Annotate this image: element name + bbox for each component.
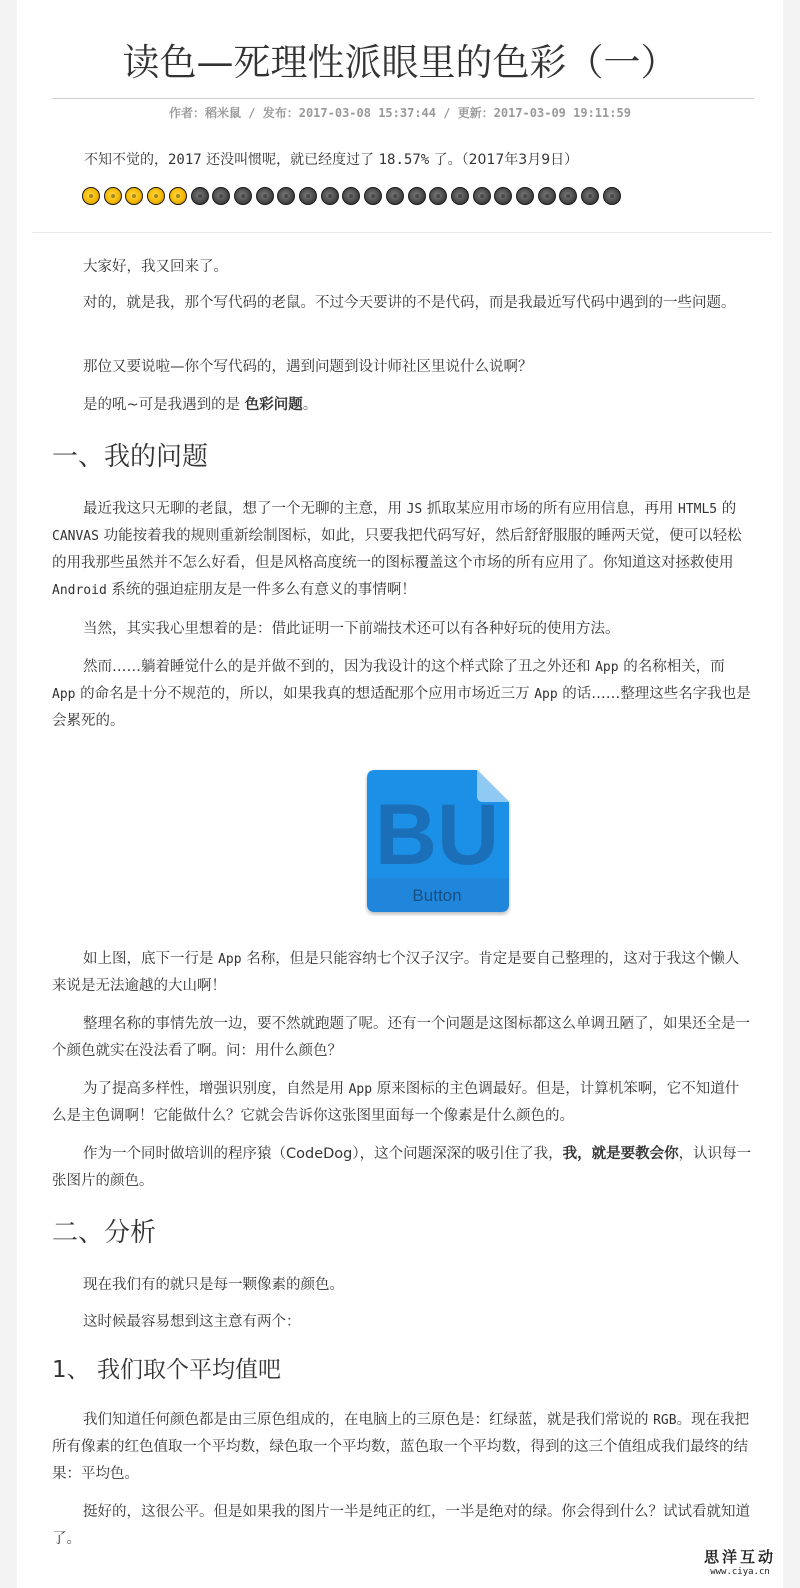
progress-dot-empty: [321, 187, 339, 205]
progress-suffix: 了。（2017年3月9日）: [429, 152, 579, 168]
code-text: Android: [52, 583, 107, 598]
bold-text: 色彩问题: [244, 397, 303, 413]
text-span: 如上图，底下一行是: [83, 951, 219, 967]
paragraph: [52, 496, 752, 604]
file-icon: [365, 768, 511, 916]
code-text: RGB: [653, 1413, 677, 1428]
progress-middle: 还没叫惯呢，就已经度过了: [201, 152, 379, 168]
text-span: 的名称相关，而: [618, 659, 725, 675]
text-span: 功能按着我的规则重新绘制图标，如此，只要我把代码写好，然后舒舒服服的睡两天觉，便可以轻松的用我那些虽然并不怎么好看，但是风格高度统一的图标覆盖这个市场的所有应用了。你知道这对拯救使用: [52, 528, 742, 571]
text-span: 系统的强迫症朋友是一件多么有意义的事情啊！: [106, 582, 416, 598]
progress-year: 2017: [168, 152, 202, 168]
paragraph: [52, 654, 752, 735]
progress-dot-empty: [191, 187, 209, 205]
progress-dot-empty: [581, 187, 599, 205]
paragraph: [52, 1407, 752, 1488]
progress-dot-empty: [451, 187, 469, 205]
code-text: App: [52, 687, 76, 702]
paragraph: 对的，就是我，那个写代码的老鼠。不过今天要讲的不是代码，而是我最近写代码中遇到的一些问题。: [83, 295, 736, 311]
progress-dot-empty: [408, 187, 426, 205]
progress-dot-filled: [125, 187, 143, 205]
text-span: 名称，但是只能容纳七个汉子汉字。肯定是要自己整理的，这对于我这个懒人来说是无法逾越的大山啊！: [52, 951, 740, 994]
paragraph: 这时候最容易想到这主意有两个：: [83, 1314, 301, 1330]
progress-dot-empty: [234, 187, 252, 205]
paragraph: [52, 392, 752, 419]
progress-dot-empty: [516, 187, 534, 205]
progress-dot-empty: [277, 187, 295, 205]
subsection-heading: 1、 我们取个平均值吧: [52, 1357, 281, 1383]
text-span: 然而……躺着睡觉什么的是并做不到的，因为我设计的这个样式除了丑之外还和: [83, 659, 596, 675]
code-text: App: [534, 687, 558, 702]
progress-dot-filled: [169, 187, 187, 205]
text-span: 的命名是十分不规范的，所以，如果我真的想适配那个应用市场近三万: [75, 686, 535, 702]
paragraph: 大家好，我又回来了。: [83, 259, 228, 275]
code-text: CANVAS: [52, 529, 99, 544]
progress-dot-empty: [386, 187, 404, 205]
icon-letters: BU: [374, 787, 500, 883]
progress-dot-empty: [299, 187, 317, 205]
section-heading: 一、我的问题: [52, 442, 209, 472]
progress-dot-filled: [104, 187, 122, 205]
progress-percent: 18.57%: [378, 152, 430, 168]
code-text: App: [595, 660, 619, 675]
text-span: 我们知道任何颜色都是由三原色组成的，在电脑上的三原色是：红绿蓝，就是我们常说的: [83, 1412, 654, 1428]
code-text: App: [218, 952, 242, 967]
code-text: App: [348, 1082, 373, 1097]
progress-dot-empty: [256, 187, 274, 205]
watermark-url: www.ciya.cn: [710, 1567, 770, 1577]
progress-prefix: 不知不觉的，: [84, 152, 168, 168]
article-page: [17, 0, 783, 1588]
text-span: 作为一个同时做培训的程序猿（CodeDog），这个问题深深的吸引住了我，: [83, 1146, 563, 1162]
code-text: JS: [406, 502, 423, 517]
article-title: 读色—死理性派眼里的色彩（一）: [122, 41, 678, 84]
progress-dot-empty: [473, 187, 491, 205]
progress-dot-empty: [212, 187, 230, 205]
icon-label: Button: [412, 886, 462, 905]
paragraph: [52, 1141, 752, 1195]
text-span: 为了提高多样性，增强识别度，自然是用: [83, 1081, 349, 1097]
progress-dot-empty: [559, 187, 577, 205]
paragraph: 现在我们有的就只是每一颗像素的颜色。: [83, 1277, 344, 1293]
site-watermark: [704, 1548, 776, 1578]
watermark-name: 思洋互动: [703, 1548, 776, 1566]
text-span: 抓取某应用市场的所有应用信息，再用: [422, 501, 678, 517]
text-span: 。: [302, 397, 318, 413]
text-span: 是的吼~可是我遇到的是: [83, 397, 245, 413]
article-meta: 作者：稻米鼠 / 发布：2017-03-08 15:37:44 / 更新：2017-03-09 19:11:59: [169, 106, 631, 120]
section-heading: 二、分析: [52, 1218, 157, 1248]
header-divider: [32, 232, 772, 233]
bold-text: 我，就是要教会你: [562, 1146, 679, 1162]
progress-dot-filled: [147, 187, 165, 205]
text-span: 原来图标的主色调最好。但是，计算机笨啊，它不知道什么是主色调啊！它能做什么？它就会告诉你这张图里面每一个像素是什么颜色的。: [52, 1081, 740, 1124]
paragraph: 挺好的，这很公平。但是如果我的图片一半是纯正的红，一半是绝对的绿。你会得到什么？试试看就知道了。: [52, 1504, 750, 1547]
paragraph: [52, 1076, 752, 1130]
paragraph: 整理名称的事情先放一边，要不然就跑题了呢。还有一个问题是这图标都这么单调丑陋了，如果还全是一个颜色就实在没法看了啊。问：用什么颜色？: [52, 1016, 750, 1059]
progress-dot-empty: [494, 187, 512, 205]
text-span: 的: [717, 501, 737, 517]
paragraph: 那位又要说啦—你个写代码的，遇到问题到设计师社区里说什么说啊？: [83, 359, 533, 375]
text-span: 。现在我把所有像素的红色值取一个平均数，绿色取一个平均数，蓝色取一个平均数，得到的这三个值组成我们最终的结果：平均色。: [52, 1412, 750, 1482]
paragraph: [52, 946, 752, 1000]
code-text: HTML5: [677, 502, 718, 517]
button-app-icon-image: [365, 768, 511, 916]
progress-dot-empty: [342, 187, 360, 205]
progress-dot-filled: [82, 187, 100, 205]
progress-dot-empty: [364, 187, 382, 205]
text-span: 最近我这只无聊的老鼠，想了一个无聊的主意，用: [83, 501, 407, 517]
text-span: ，认识每一张图片的颜色。: [52, 1146, 752, 1189]
paragraph: 当然，其实我心里想着的是：借此证明一下前端技术还可以有各种好玩的使用方法。: [83, 621, 620, 637]
year-progress-text: [84, 150, 578, 170]
progress-dot-empty: [603, 187, 621, 205]
title-divider: [52, 98, 754, 99]
text-span: 的话……整理这些名字我也是会累死的。: [52, 686, 751, 729]
progress-dot-empty: [429, 187, 447, 205]
progress-dot-empty: [538, 187, 556, 205]
